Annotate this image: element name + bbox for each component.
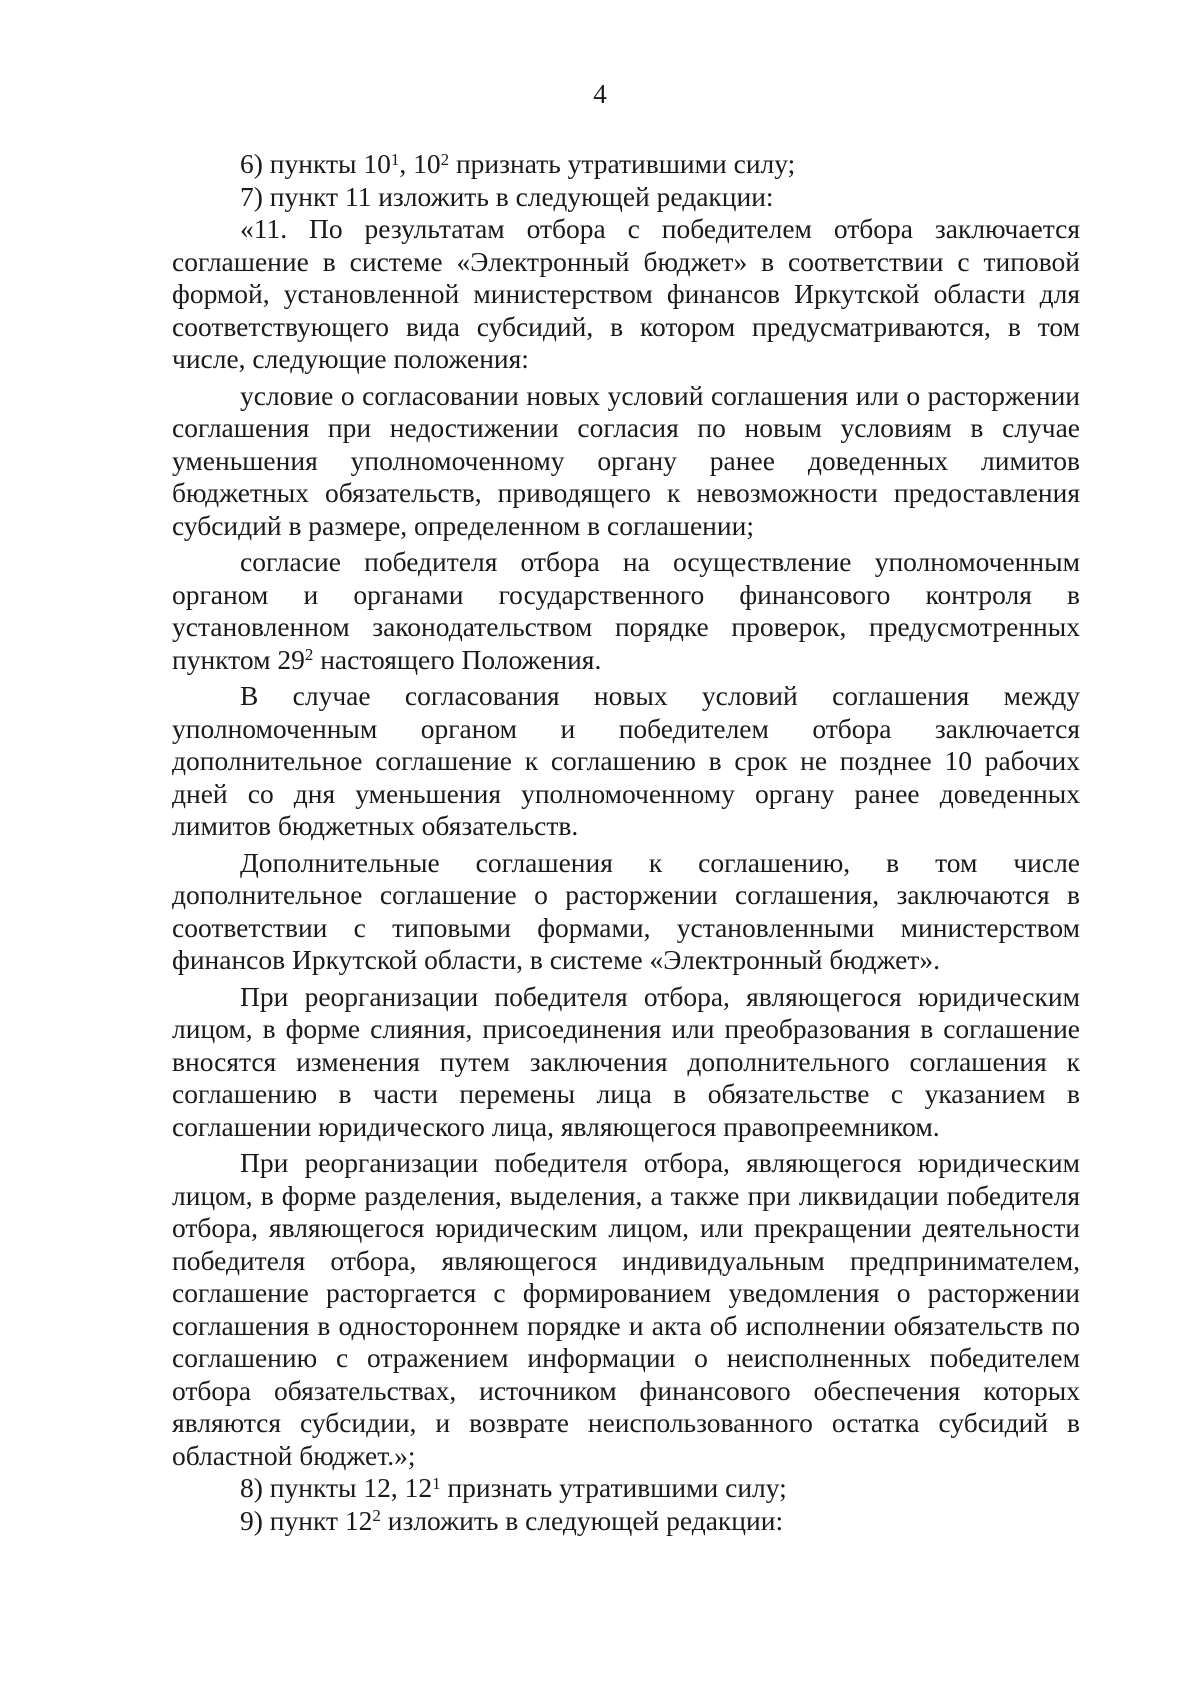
superscript: 2 xyxy=(304,645,314,665)
superscript: 2 xyxy=(440,149,450,169)
paragraph-reorganization-merge: При реорганизации победителя отбора, являющегося юридическим лицом, в форме слияния, присоединения или преобразования в соглашение вносятся изменения путем заключения дополнительного соглашения к соглашению в части перемены лица в обязательстве с указанием в соглашении юридического лица, являющегося правопреемником. xyxy=(172,980,1080,1142)
paragraph-additional: Дополнительные соглашения к соглашению, в том числе дополнительное соглашение о расторжении соглашения, заключаются в соответствии с типовыми формами, установленными министерством финансов Иркутской области, в системе «Электронный бюджет». xyxy=(172,846,1080,975)
item-6 xyxy=(172,148,1080,181)
superscript: 1 xyxy=(432,1473,441,1493)
item-6-text-b: , 10 xyxy=(399,148,441,179)
paragraph-11: «11. По результатам отбора с победителем отбора заключается соглашение в системе «Электронный бюджет» в соответствии с типовой формой, установленной министерством финансов Иркутской области для соответствующего вида субсидий, в котором предусматриваются, в том числе, следующие положения: xyxy=(172,213,1080,374)
paragraph-consent xyxy=(172,546,1080,676)
document-body xyxy=(172,148,1080,1537)
superscript: 1 xyxy=(390,149,400,169)
consent-text-a: согласие победителя отбора на осуществление уполномоченным органом и органами государственного финансового контроля в установленном законодательством порядке проверок, предусмотренных пунктом 29 xyxy=(172,546,1080,675)
item-8-text-b: признать утратившими силу; xyxy=(440,1472,787,1503)
item-6-text-a: 6) пункты 10 xyxy=(240,148,391,179)
paragraph-reorganization-split: При реорганизации победителя отбора, являющегося юридическим лицом, в форме разделения, выделения, а также при ликвидации победителя отбора, являющегося юридическим лицом, или прекращении деятельности победителя отбора, являющегося индивидуальным предпринимателем, соглашение расторгается с формированием уведомления о расторжении соглашения в одностороннем порядке и акта об исполнении обязательств по соглашению с отражением информации о неисполненных победителем отбора обязательствах, источником финансового обеспечения которых являются субсидии, и возврате неиспользованного остатка субсидий в областной бюджет.»; xyxy=(172,1147,1080,1471)
item-8 xyxy=(172,1472,1080,1505)
item-9-text-b: изложить в следующей редакции: xyxy=(380,1504,784,1536)
paragraph-case: В случае согласования новых условий соглашения между уполномоченным органом и победителем отбора заключается дополнительное соглашение к соглашению в срок не позднее 10 рабочих дней со дня уменьшения уполномоченному органу ранее доведенных лимитов бюджетных обязательств. xyxy=(172,680,1080,841)
paragraph-condition: условие о согласовании новых условий соглашения или о расторжении соглашения при недостижении согласия по новым условиям в случае уменьшения уполномоченному органу ранее доведенных лимитов бюджетных обязательств, приводящего к невозможности предоставления субсидий в размере, определенном в соглашении; xyxy=(172,379,1080,541)
item-7: 7) пункт 11 изложить в следующей редакции: xyxy=(240,180,774,212)
superscript: 2 xyxy=(372,1506,381,1526)
item-9-text-a: 9) пункт 12 xyxy=(240,1504,373,1536)
item-6-text-c: признать утратившими силу; xyxy=(449,148,796,179)
item-8-text-a: 8) пункты 12, 12 xyxy=(240,1472,433,1503)
item-9 xyxy=(172,1505,1080,1538)
consent-text-b: настоящего Положения. xyxy=(313,643,602,675)
page-number: 4 xyxy=(593,79,607,109)
